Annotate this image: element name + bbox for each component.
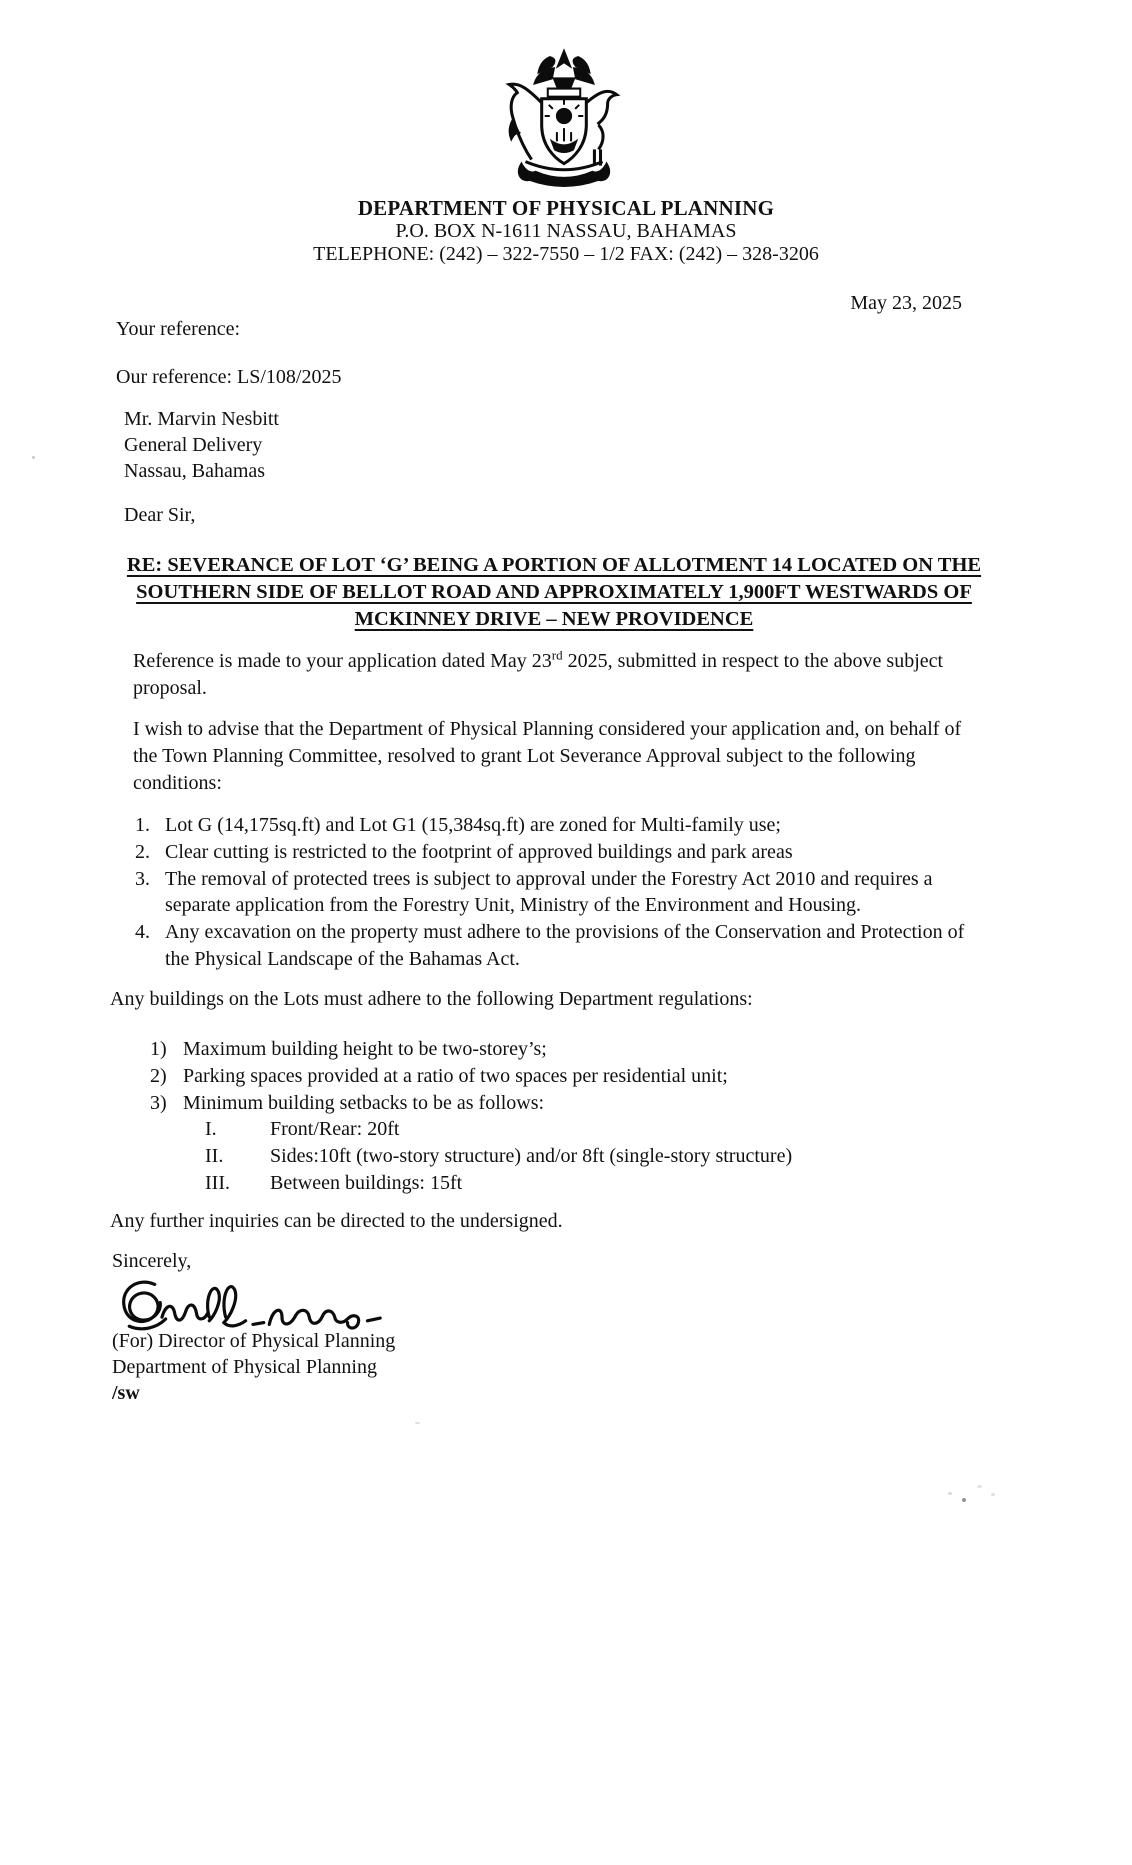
setback-item bbox=[205, 1116, 965, 1143]
regulation-item bbox=[150, 1090, 970, 1117]
scan-speck bbox=[977, 1485, 982, 1488]
condition-item bbox=[135, 839, 971, 866]
condition-number: 3. bbox=[135, 867, 150, 890]
condition-number: 2. bbox=[135, 840, 150, 863]
addressee-line: Nassau, Bahamas bbox=[124, 460, 266, 482]
signer-initials: /sw bbox=[112, 1382, 140, 1404]
po-box-line: P.O. BOX N-1611 NASSAU, BAHAMAS bbox=[395, 220, 737, 242]
paragraph-text: Reference is made to your application dated May 23 bbox=[133, 650, 552, 672]
regulation-text: Maximum building height to be two-storey’s; bbox=[183, 1038, 547, 1060]
subject-line-2: SOUTHERN SIDE OF BELLOT ROAD AND APPROXIMATELY 1,900FT WESTWARDS OF bbox=[136, 581, 972, 603]
signer-block bbox=[112, 1328, 395, 1406]
department-name: DEPARTMENT OF PHYSICAL PLANNING bbox=[357, 196, 775, 220]
phone-fax-line: TELEPHONE: (242) – 322-7550 – 1/2 FAX: (242) – 328-3206 bbox=[313, 243, 819, 265]
regulation-number: 1) bbox=[150, 1038, 167, 1060]
regulations-intro: Any buildings on the Lots must adhere to the following Department regulations: bbox=[110, 988, 753, 1010]
addressee-block bbox=[124, 406, 279, 484]
subject-block bbox=[112, 552, 996, 633]
ordinal-superscript: rd bbox=[551, 647, 563, 663]
regulations-list bbox=[150, 1036, 970, 1116]
regulation-text: Parking spaces provided at a ratio of two spaces per residential unit; bbox=[183, 1064, 728, 1087]
setback-item bbox=[205, 1143, 965, 1170]
setback-text: Sides:10ft (two-story structure) and/or 8ft (single-story structure) bbox=[270, 1144, 793, 1167]
condition-item bbox=[135, 866, 971, 920]
scan-speck bbox=[991, 1493, 995, 1496]
setback-numeral: III. bbox=[205, 1171, 230, 1194]
paragraph-reference bbox=[133, 648, 969, 702]
salutation: Dear Sir, bbox=[124, 504, 196, 526]
scan-speck bbox=[962, 1498, 966, 1502]
conditions-list bbox=[135, 812, 971, 973]
regulation-number: 2) bbox=[150, 1064, 167, 1087]
your-reference-label: Your reference: bbox=[116, 318, 241, 340]
condition-item bbox=[135, 919, 971, 973]
subject-line-3: MCKINNEY DRIVE – NEW PROVIDENCE bbox=[354, 608, 754, 630]
valediction: Sincerely, bbox=[112, 1250, 192, 1272]
scan-speck bbox=[415, 1422, 420, 1424]
scan-speck bbox=[948, 1492, 952, 1495]
signer-title: (For) Director of Physical Planning bbox=[112, 1330, 396, 1352]
subject-line-1: RE: SEVERANCE OF LOT ‘G’ BEING A PORTION OF ALLOTMENT 14 LOCATED ON THE bbox=[126, 554, 982, 576]
setback-item bbox=[205, 1170, 965, 1197]
signer-department: Department of Physical Planning bbox=[112, 1356, 377, 1378]
addressee-line: General Delivery bbox=[124, 434, 263, 456]
condition-number: 4. bbox=[135, 921, 150, 944]
setback-numeral: II. bbox=[205, 1144, 224, 1167]
condition-item bbox=[135, 812, 971, 839]
setbacks-list bbox=[205, 1116, 965, 1196]
closing-note: Any further inquiries can be directed to the undersigned. bbox=[110, 1210, 563, 1232]
condition-text: Lot G (14,175sq.ft) and Lot G1 (15,384sq.ft) are zoned for Multi-family use; bbox=[165, 814, 781, 836]
condition-text: Any excavation on the property must adhere to the provisions of the Conservation and Protection of the Physical Landscape of the Bahamas Act. bbox=[165, 921, 965, 970]
regulation-item bbox=[150, 1036, 970, 1063]
regulation-number: 3) bbox=[150, 1091, 167, 1114]
paragraph-advice: I wish to advise that the Department of Physical Planning considered your application and, on behalf of the Town Planning Committee, resolved to grant Lot Severance Approval subject to the following conditions: bbox=[133, 718, 962, 794]
setback-numeral: I. bbox=[205, 1118, 217, 1140]
condition-number: 1. bbox=[135, 814, 150, 836]
condition-text: The removal of protected trees is subject to approval under the Forestry Act 2010 and requires a separate application from the Forestry Unit, Ministry of the Environment and Housing. bbox=[165, 867, 933, 917]
setback-text: Front/Rear: 20ft bbox=[270, 1118, 400, 1140]
bahamas-coat-of-arms-icon bbox=[500, 48, 628, 190]
letter-date: May 23, 2025 bbox=[850, 292, 962, 314]
paragraph-text: 2025, submitted in respect to the above subject proposal. bbox=[133, 650, 944, 699]
addressee-name: Mr. Marvin Nesbitt bbox=[124, 408, 279, 430]
scan-speck bbox=[32, 456, 35, 459]
our-reference: Our reference: LS/108/2025 bbox=[116, 366, 342, 388]
condition-text: Clear cutting is restricted to the footprint of approved buildings and park areas bbox=[165, 840, 793, 863]
setback-text: Between buildings: 15ft bbox=[270, 1171, 463, 1194]
regulation-item bbox=[150, 1063, 970, 1090]
regulation-text: Minimum building setbacks to be as follows: bbox=[183, 1091, 545, 1114]
